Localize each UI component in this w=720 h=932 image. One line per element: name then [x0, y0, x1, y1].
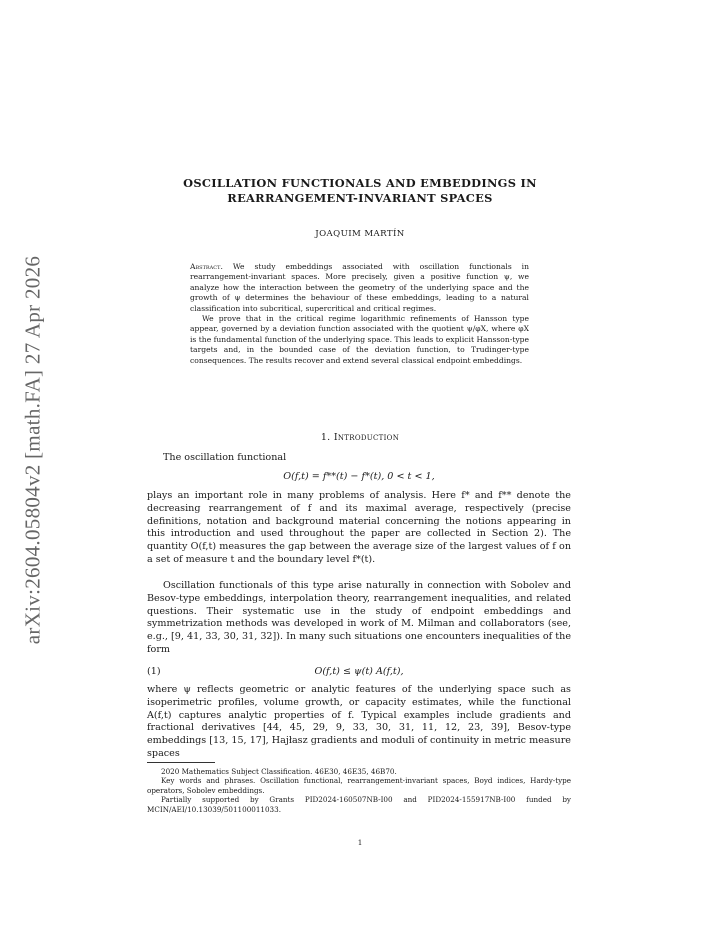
- paragraph-2-text: Oscillation functionals of this type arise naturally in connection with Sobolev and Besov-type embeddings, interpolation theory, rearrangement inequalities, and related questions. Their systematic use in the study of endpoint embeddings and symmetrization methods was developed in work of M. Milman and collaborators (see, e.g., [9, 41, 33, 30, 31, 32]). In many such situations one encounters inequalities of the form: [147, 580, 571, 655]
- section-number: 1.: [320, 432, 331, 443]
- section-heading: [150, 432, 570, 443]
- arxiv-identifier-text: arXiv:2604.05804v2 [math.FA] 27 Apr 2026: [20, 255, 45, 645]
- lead-text: The oscillation functional: [163, 452, 287, 463]
- abstract-label: Abstract.: [190, 262, 223, 271]
- body-paragraph-1: [147, 490, 571, 567]
- paragraph-3-text: where ψ reflects geometric or analytic features of the underlying space such as isoperimetric profiles, volume growth, or capacity estimates, while the functional A(f,t) captures analytic properties of f. Typical examples include gradients and fractional derivatives [44, 45, 29, 9, 33, 30, 31, 11, 12, 23, 39], Besov-type embeddings [13, 15, 17], Hajłasz gradients and moduli of continuity in metric measure spaces: [147, 684, 571, 759]
- footnote-keywords: Key words and phrases. Oscillation functional, rearrangement-invariant spaces, Boyd indices, Hardy-type operators, Sobolev embeddings.: [147, 776, 571, 795]
- footnote-rule: [147, 762, 215, 763]
- body-paragraph-2: [147, 580, 571, 657]
- paper-title: OSCILLATION FUNCTIONALS AND EMBEDDINGS IN REARRANGEMENT-INVARIANT SPACES: [183, 176, 537, 205]
- section-title: Introduction: [333, 432, 400, 443]
- body-lead: [147, 452, 571, 465]
- footnote-msc: 2020 Mathematics Subject Classification. 46E30, 46E35, 46B70.: [161, 767, 397, 776]
- abstract-paragraph-2: We prove that in the critical regime logarithmic refinements of Hansson type appear, governed by a deviation function associated with the quotient ψ/φX, where φX is the fundamental function of the underlying space. This leads to explicit Hansson-type targets and, in the bounded case of the deviation function, to Trudinger-type consequences. The results recover and extend several classical endpoint embeddings.: [190, 314, 529, 365]
- equation-inequality: O(f,t) ≤ ψ(t) A(f,t),: [314, 666, 404, 677]
- page-number: 1: [357, 838, 363, 847]
- footnotes: [147, 767, 571, 814]
- arxiv-side-identifier: [18, 245, 48, 655]
- paragraph-1-text: plays an important role in many problems of analysis. Here f* and f** denote the decreasing rearrangement of f and its maximal average, respectively (precise definitions, notation and background material concerning the notions appearing in this introduction and used throughout the paper are collected in Section 2). The quantity O(f,t) measures the gap between the average size of the largest values of f on a set of measure t and the boundary level f*(t).: [147, 490, 571, 565]
- abstract-text-1: We study embeddings associated with oscillation functionals in rearrangement-invariant spaces. More precisely, given a positive function ψ, we analyze how the interaction between the geometry of the underlying space and the growth of ψ determines the behaviour of these embeddings, leading to a natural classification into subcritical, supercritical and critical regimes.: [190, 262, 530, 313]
- footnote-funding: Partially supported by Grants PID2024-160507NB-I00 and PID2024-155917NB-I00 funded by MCIN/AEI/10.13039/501100011033.: [147, 795, 571, 814]
- equation-oscillation: O(f,t) = f**(t) − f*(t), 0 < t < 1,: [283, 471, 435, 482]
- paper-author: JOAQUIM MARTÍN: [315, 229, 405, 239]
- abstract-paragraph-1: [190, 262, 529, 314]
- abstract: [190, 262, 529, 366]
- body-paragraph-3: [147, 684, 571, 761]
- equation-number: (1): [147, 666, 161, 677]
